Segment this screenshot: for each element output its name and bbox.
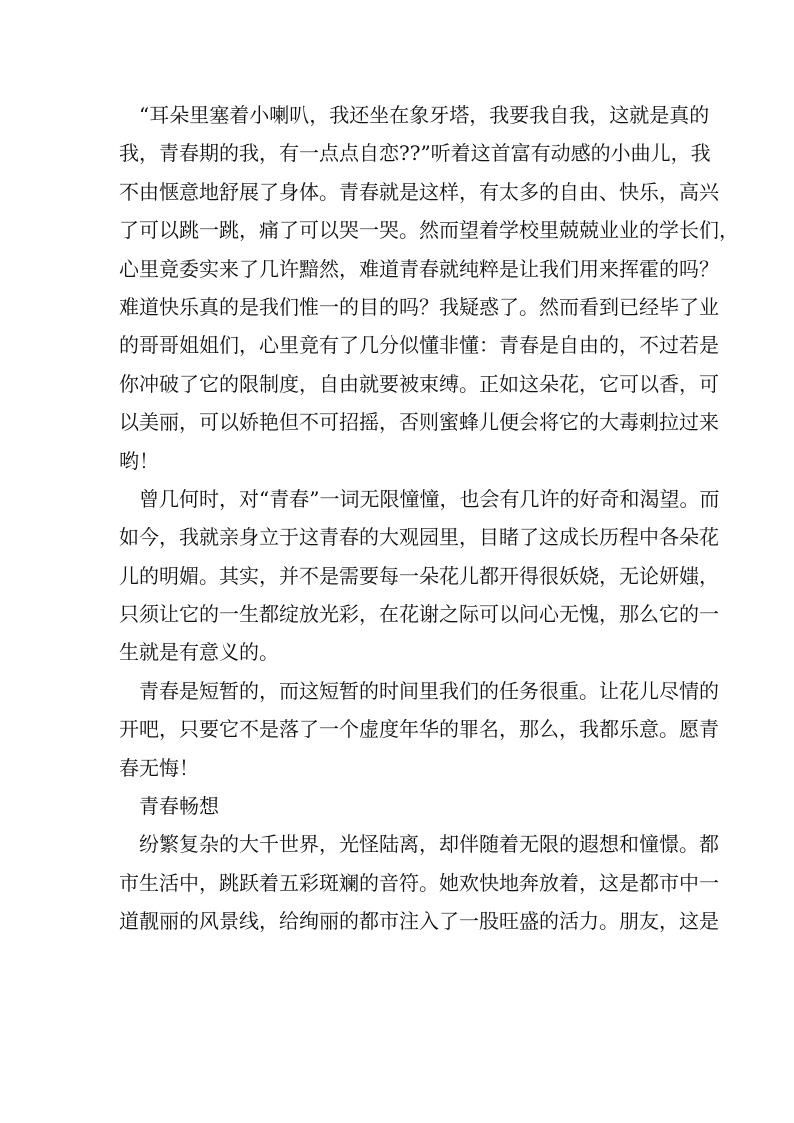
- text-line: 了可以跳一跳，痛了可以哭一哭。然而望着学校里兢兢业业的学长们，: [119, 218, 739, 243]
- text-line: 开吧，只要它不是落了一个虚度年华的罪名，那么，我都乐意。愿青: [119, 717, 719, 742]
- text-line: 青春是短暂的，而这短暂的时间里我们的任务很重。让花儿尽情的: [139, 678, 719, 703]
- text-line: 只须让它的一生都绽放光彩，在花谢之际可以问心无愧，那么它的一: [119, 602, 719, 627]
- text-line: 春无悔！: [119, 755, 199, 780]
- text-line: 心里竟委实来了几许黯然，难道青春就纯粹是让我们用来挥霍的吗？: [119, 256, 719, 281]
- text-line: 道靓丽的风景线，给绚丽的都市注入了一股旺盛的活力。朋友，这是: [119, 909, 719, 934]
- text-line: 我，青春期的我，有一点点自恋??”听着这首富有动感的小曲儿，我: [119, 141, 711, 166]
- text-line: 哟！: [119, 448, 159, 473]
- text-line: 青春畅想: [139, 794, 219, 819]
- text-line: 曾几何时，对“青春”一词无限憧憧，也会有几许的好奇和渴望。而: [139, 486, 720, 511]
- text-line: 以美丽，可以娇艳但不可招摇，否则蜜蜂儿便会将它的大毒刺拉过来: [119, 410, 719, 435]
- text-line: 你冲破了它的限制度，自由就要被束缚。正如这朵花，它可以香，可: [119, 371, 719, 396]
- text-line: 生就是有意义的。: [119, 640, 279, 665]
- document-body: [119, 96, 739, 941]
- text-line: 的哥哥姐姐们，心里竟有了几分似懂非懂：青春是自由的，不过若是: [119, 333, 719, 358]
- text-line: 难道快乐真的是我们惟一的目的吗？我疑惑了。然而看到已经毕了业: [119, 294, 719, 319]
- text-line: 如今，我就亲身立于这青春的大观园里，目睹了这成长历程中各朵花: [119, 525, 719, 550]
- text-line: 纷繁复杂的大千世界，光怪陆离，却伴随着无限的遐想和憧憬。都: [139, 832, 719, 857]
- text-line: 儿的明媚。其实，并不是需要每一朵花儿都开得很妖娆，无论妍媸，: [119, 563, 719, 588]
- text-line: “耳朵里塞着小喇叭，我还坐在象牙塔，我要我自我，这就是真的: [139, 103, 710, 127]
- text-line: 不由惬意地舒展了身体。青春就是这样，有太多的自由、快乐，高兴: [119, 179, 719, 204]
- text-line: 市生活中，跳跃着五彩斑斓的音符。她欢快地奔放着，这是都市中一: [119, 870, 719, 895]
